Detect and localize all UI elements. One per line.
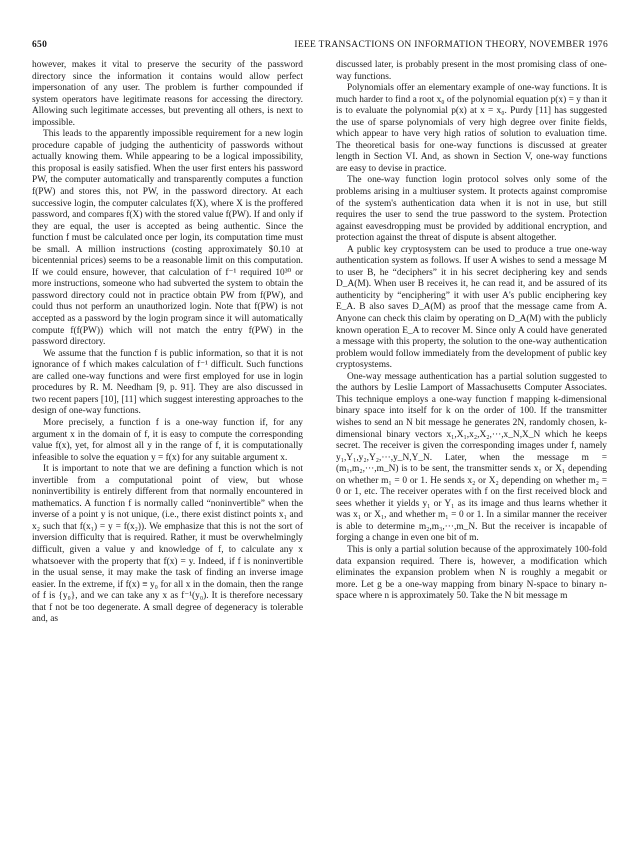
right-column — [336, 60, 607, 603]
paragraph: It is important to note that we are defining a function which is not invertible from a computational point of view, but whose noninvertibility is entirely different from that normally encountered in mathematics. A function f is normally called “noninvertible” when the inverse of a point y is not unique, (i.e., there exist distinct points x₁ and x₂ such that f(x₁) = y = f(x₂)). We emphasize that this is not the sort of inversion difficulty that is required. Rather, it must be overwhelmingly difficult, given a value y and knowledge of f, to calculate any x whatsoever with the property that f(x) = y. Indeed, if f is noninvertible in the usual sense, it may make the task of finding an inverse image easier. In the extreme, if f(x) ≡ y₀ for all x in the domain, then the range of f is {y₀}, and we can take any x as f⁻¹(y₀). It is therefore necessary that f not be too degenerate. A small degree of degeneracy is tolerable and, as — [32, 464, 303, 625]
paragraph: More precisely, a function f is a one-way function if, for any argument x in the domain of f, it is easy to compute the corresponding value f(x), yet, for almost all y in the range of f, it is computationally infeasible to solve the equation y = f(x) for any suitable argument x. — [32, 417, 303, 463]
running-header — [32, 40, 608, 54]
page-number: 650 — [32, 40, 48, 50]
paragraph: This is only a partial solution because of the approximately 100-fold data expansion required. There is, however, a modification which eliminates the expansion problem when N is roughly a megabit or more. Let g be a one-way mapping from binary N-space to binary n-space where n is approximately 50. Take the N bit message m — [336, 544, 607, 602]
paragraph: Polynomials offer an elementary example of one-way functions. It is much harder to find a root x₀ of the polynomial equation p(x) = y than it is to evaluate the polynomial p(x) at x = x₀. Purdy [11] has suggested the use of sparse polynomials of very high degree over finite fields, which appear to have very high ratios of solution to evaluation time. The theoretical basis for one-way functions is discussed at greater length in Section VI. And, as shown in Section V, one-way functions are easy to devise in practice. — [336, 83, 607, 174]
paragraph: The one-way function login protocol solves only some of the problems arising in a multiuser system. It protects against compromise of the system's authentication data when it is not in use, but still requires the user to send the true password to the system. Protection against eavesdropping must be provided by additional encryption, and protection against the threat of dispute is absent altogether. — [336, 175, 607, 244]
paragraph: We assume that the function f is public information, so that it is not ignorance of f which makes calculation of f⁻¹ difficult. Such functions are called one-way functions and were first employed for use in login procedures by R. M. Needham [9, p. 91]. They are also discussed in two recent papers [10], [11] which suggest interesting approaches to the design of one-way functions. — [32, 348, 303, 417]
paragraph: One-way message authentication has a partial solution suggested to the authors by Leslie Lamport of Massachusetts Computer Associates. This technique employs a one-way function f mapping k-dimensional binary space into itself for k on the order of 100. If the transmitter wishes to send an N bit message he generates 2N, randomly chosen, k-dimensional binary vectors x₁,X₁,x₂,X₂,···,x_N,X_N which he keeps secret. The receiver is given the corresponding images under f, namely y₁,Y₁,y₂,Y₂,···,y_N,Y_N. Later, when the message m = (m₁,m₂,···,m_N) is to be sent, the transmitter sends x₁ or X₁ depending on whether m₁ = 0 or 1. He sends x₂ or X₂ depending on whether m₂ = 0 or 1, etc. The receiver operates with f on the first received block and sees whether it yields y₁ or Y₁ as its image and thus learns whether it was x₁ or X₁, and whether m₁ = 0 or 1. In a similar manner the receiver is able to determine m₂,m₃,···,m_N. But the receiver is incapable of forging a change in even one bit of m. — [336, 371, 607, 544]
paragraph: however, makes it vital to preserve the security of the password directory since the information it contains would allow perfect impersonation of any user. The problem is further compounded if system operators have legitimate reasons for accessing the directory. Allowing such legitimate accesses, but preventing all others, is next to impossible. — [32, 60, 303, 128]
journal-title: IEEE TRANSACTIONS ON INFORMATION THEORY, NOVEMBER 1976 — [294, 40, 608, 50]
paragraph: discussed later, is probably present in the most promising class of one-way functions. — [336, 60, 607, 82]
paragraph: This leads to the apparently impossible requirement for a new login procedure capable of judging the authenticity of passwords without actually knowing them. While appearing to be a logical impossibility, this proposal is easily satisfied. When the user first enters his password PW, the computer automatically and transparently computes a function f(PW) and stores this, not PW, in the password directory. At each successive login, the computer calculates f(X), where X is the proffered password, and compares f(X) with the stored value f(PW). If and only if they are equal, the user is accepted as being authentic. Since the function f must be calculated once per login, its computation time must be small. A million instructions (costing approximately $0.10 at bicentennial prices) seems to be a reasonable limit on this computation. If we could ensure, however, that calculation of f⁻¹ required 10³⁰ or more instructions, someone who had subverted the system to obtain the password directory could not in practice obtain PW from f(PW), and could thus not perform an unauthorized login. Note that f(PW) is not accepted as a password by the login program since it will automatically compute f(f(PW)) which will not match the entry f(PW) in the password directory. — [32, 129, 303, 348]
paragraph: A public key cryptosystem can be used to produce a true one-way authentication system as follows. If user A wishes to send a message M to user B, he “deciphers” it in his secret deciphering key and sends D_A(M). When user B receives it, he can read it, and be assured of its authenticity by “enciphering” it with user A's public enciphering key E_A. B also saves D_A(M) as proof that the message came from A. Anyone can check this claim by operating on D_A(M) with the publicly known operation E_A to recover M. Since only A could have generated a message with this property, the solution to the one-way authentication problem would follow immediately from the development of public key cryptosystems. — [336, 244, 607, 371]
left-column — [32, 60, 303, 626]
